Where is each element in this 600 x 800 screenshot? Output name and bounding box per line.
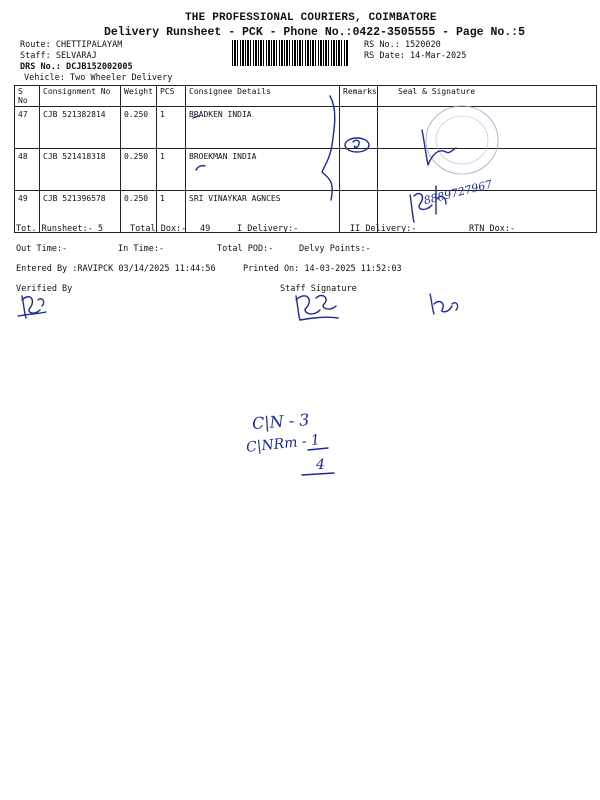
- row-consignment: CJB 521396578: [40, 191, 121, 233]
- printed-on: Printed On: 14-03-2025 11:52:03: [243, 264, 402, 274]
- staff-label: Staff: SELVARAJ: [20, 51, 97, 61]
- row-consignment: CJB 521418318: [40, 149, 121, 191]
- total-dox-label: Total Dox:-: [130, 224, 187, 234]
- row-pcs: 1: [157, 191, 186, 233]
- verified-by-label: Verified By: [16, 284, 73, 294]
- entered-by: Entered By :RAVIPCK 03/14/2025 11:44:56: [16, 264, 216, 274]
- route-label: Route: CHETTIPALAYAM: [20, 40, 123, 50]
- row-consignee: SRI VINAYKAR AGNCES: [186, 191, 340, 233]
- row-consignee: BROEKMAN INDIA: [186, 149, 340, 191]
- handwritten-note-line1: C|N - 3: [251, 410, 310, 433]
- row-weight: 0.250: [121, 149, 157, 191]
- company-name: THE PROFESSIONAL COURIERS, COIMBATORE: [185, 12, 437, 24]
- in-time: In Time:-: [118, 244, 165, 254]
- col-sno: S No: [15, 86, 40, 107]
- out-time: Out Time:-: [16, 244, 68, 254]
- col-seal: Seal & Signature: [378, 86, 597, 107]
- extra-initials: [430, 294, 458, 314]
- verified-signature: [18, 296, 46, 318]
- row-weight: 0.250: [121, 107, 157, 149]
- col-consignment: Consignment No: [40, 86, 121, 107]
- col-weight: Weight: [121, 86, 157, 107]
- vehicle-label: Vehicle: Two Wheeler Delivery: [24, 73, 173, 83]
- staff-signature: [296, 296, 338, 320]
- seal-stamp-inner: [436, 116, 488, 164]
- col-consignee: Consignee Details: [186, 86, 340, 107]
- handwritten-note-line3: 4: [316, 457, 325, 473]
- handwritten-phone: 8889727967: [422, 177, 494, 208]
- row-sno: 48: [15, 149, 40, 191]
- remarks-brace: [322, 96, 335, 200]
- i-delivery: I Delivery:-: [237, 224, 299, 234]
- consignee-tick-48: [196, 166, 205, 170]
- signature-row-49: [410, 186, 446, 222]
- note-underline: [302, 473, 334, 475]
- col-pcs: PCS: [157, 86, 186, 107]
- rtn-dox: RTN Dox:-: [469, 224, 516, 234]
- drs-number: DRS No.: DCJB152002005: [20, 62, 133, 72]
- delvy-points: Delvy Points:-: [299, 244, 371, 254]
- tot-runsheet: Tot. Runsheet:- 5: [16, 224, 103, 234]
- row-sno: 49: [15, 191, 40, 233]
- rs-number: RS No.: 1520020: [364, 40, 441, 50]
- rs-date: RS Date: 14-Mar-2025: [364, 51, 467, 61]
- ii-delivery: II Delivery:-: [350, 224, 417, 234]
- row-weight: 0.250: [121, 191, 157, 233]
- note-sum-line: [308, 448, 328, 450]
- row-consignee: BRADKEN INDIA: [186, 107, 340, 149]
- remarks-digit-mark: [353, 140, 359, 147]
- col-remarks: Remarks: [340, 86, 378, 107]
- row-pcs: 1: [157, 149, 186, 191]
- consignee-tick-47: [193, 116, 199, 118]
- staff-signature-label: Staff Signature: [280, 284, 357, 294]
- total-pod: Total POD:-: [217, 244, 274, 254]
- row-pcs: 1: [157, 107, 186, 149]
- total-dox-value: 49: [200, 224, 211, 234]
- row-sno: 47: [15, 107, 40, 149]
- runsheet-title: Delivery Runsheet - PCK - Phone No.:0422-3505555 - Page No.:5: [104, 26, 525, 39]
- handwritten-note-line2: C|NRm - 1: [245, 432, 321, 456]
- row-consignment: CJB 521382814: [40, 107, 121, 149]
